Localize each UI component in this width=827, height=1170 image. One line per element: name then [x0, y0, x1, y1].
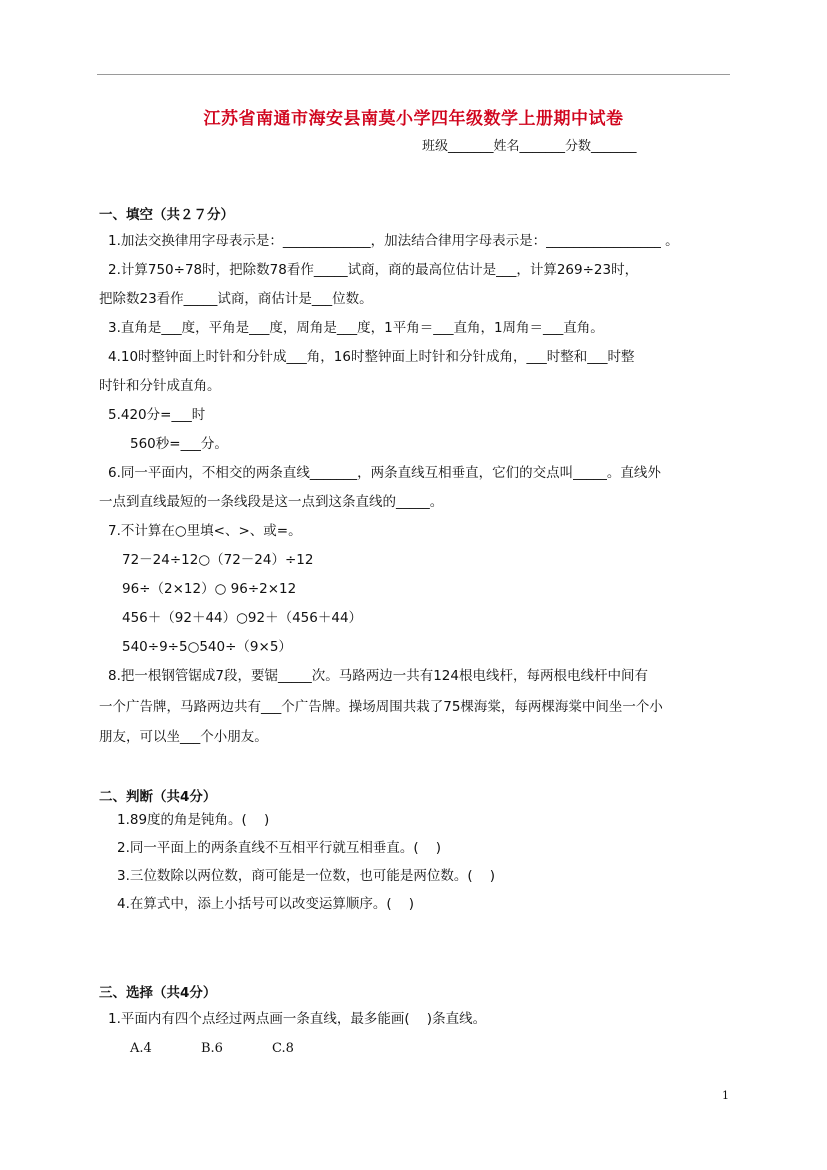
document-title: 江苏省南通市海安县南莫小学四年级数学上册期中试卷 [203, 109, 624, 129]
question-line: 一点到直线最短的一条线段是这一点到这条直线的_____。 [99, 494, 444, 510]
comparison-line: 96÷（2×12）○ 96÷2×12 [122, 581, 297, 597]
choice-option-c: C.8 [272, 1041, 294, 1056]
comparison-line: 456＋（92＋44）○92＋（456＋44） [122, 610, 363, 626]
question-line: 朋友，可以坐___个小朋友。 [99, 729, 268, 745]
question-line: 7.不计算在○里填<、>、或=。 [108, 523, 302, 539]
question-line: 6.同一平面内，不相交的两条直线_______，两条直线互相垂直，它们的交点叫_____。直线外 [108, 465, 661, 481]
choice-option-a: A.4 [130, 1041, 152, 1056]
judgement-item: 2.同一平面上的两条直线不互相平行就互相垂直。( ) [117, 840, 442, 856]
question-line: 8.把一根钢管锯成7段，要锯_____次。马路两边一共有124根电线杆，每两根电线杆中间有 [108, 668, 648, 684]
question-line: 时针和分针成直角。 [99, 378, 221, 394]
comparison-line: 540÷9÷5○540÷（9×5） [122, 639, 292, 655]
comparison-line: 72－24÷12○（72－24）÷12 [122, 552, 314, 568]
choice-question: 1.平面内有四个点经过两点画一条直线，最多能画( )条直线。 [108, 1011, 487, 1027]
question-line: 2.计算750÷78时，把除数78看作_____试商，商的最高位估计是___，计算269÷23时， [108, 262, 639, 278]
page-number: 1 [722, 1089, 729, 1102]
question-line: 1.加法交换律用字母表示是：_____________，加法结合律用字母表示是：_________________ 。 [108, 233, 679, 249]
question-line: 一个广告牌，马路两边共有___个广告牌。操场周围共栽了75棵海棠，每两棵海棠中间坐一个小 [99, 699, 663, 715]
section-heading-fill-blank: 一、填空（共２７分） [99, 207, 234, 223]
section-heading-choice: 三、选择（共4分） [99, 985, 217, 1001]
question-line: 把除数23看作_____试商，商估计是___位数。 [99, 291, 373, 307]
question-line: 4.10时整钟面上时针和分针成___角，16时整钟面上时针和分针成角，___时整和___时整 [108, 349, 635, 365]
question-line: 560秒=___分。 [130, 436, 228, 452]
judgement-item: 3.三位数除以两位数，商可能是一位数，也可能是两位数。( ) [117, 868, 496, 884]
section-heading-true-false: 二、判断（共4分） [99, 789, 217, 805]
judgement-item: 4.在算式中，添上小括号可以改变运算顺序。( ) [117, 896, 415, 912]
question-line: 3.直角是___度，平角是___度，周角是___度，1平角＝___直角，1周角＝___直角。 [108, 320, 604, 336]
judgement-item: 1.89度的角是钝角。( ) [117, 812, 270, 828]
choice-option-b: B.6 [201, 1041, 223, 1056]
header-rule [97, 74, 730, 75]
student-info-line: 班级_______姓名_______分数_______ [422, 139, 637, 154]
question-line: 5.420分=___时 [108, 407, 206, 423]
